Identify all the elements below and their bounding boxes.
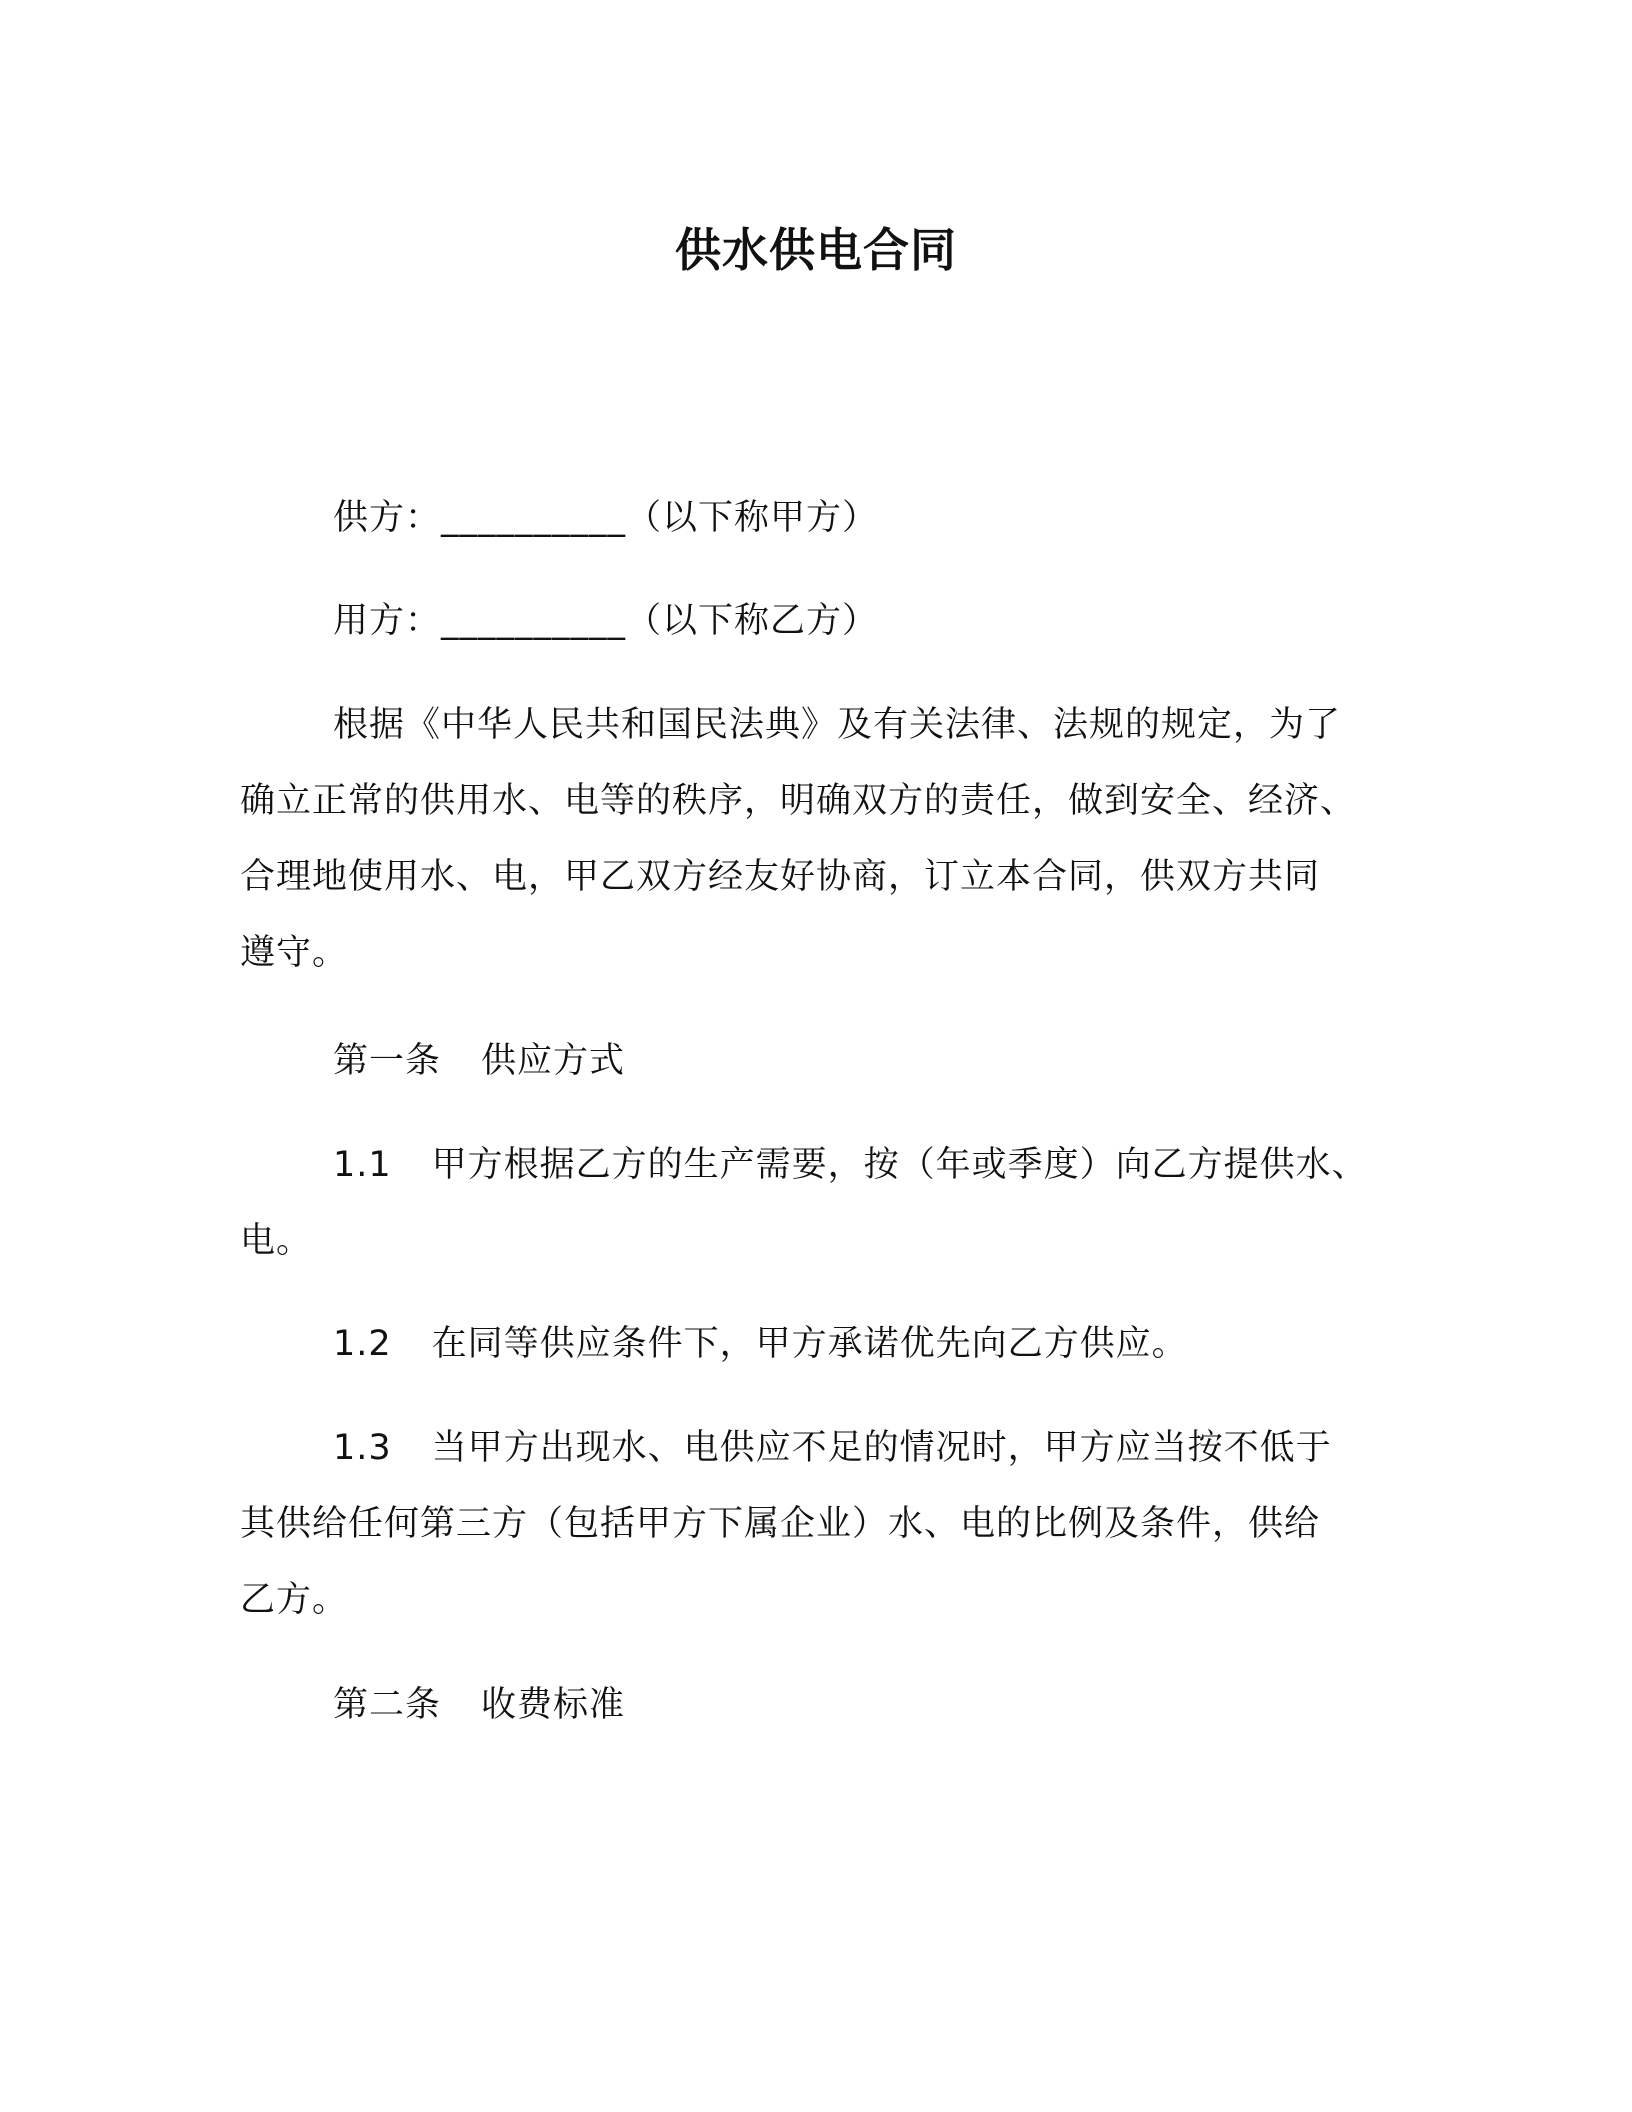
- supplier-line: 供方：__________（以下称甲方）: [333, 498, 879, 538]
- clause-1-3-text: 当甲方出现水、电供应不足的情况时，甲方应当按不低于: [431, 1428, 1332, 1468]
- document-title: 供水供电合同: [675, 223, 957, 277]
- user-line: 用方：__________（以下称乙方）: [333, 601, 879, 641]
- clause-1-3-number: 1.3: [333, 1428, 392, 1468]
- article-1-heading: [333, 1036, 625, 1086]
- clause-1-1-number: 1.1: [333, 1145, 392, 1185]
- clause-1-3-line-1: [333, 1423, 1332, 1473]
- clause-1-2-line-1: [333, 1319, 1188, 1369]
- article-2-heading: [333, 1680, 625, 1730]
- preamble-line-2: 确立正常的供用水、电等的秩序，明确双方的责任，做到安全、经济、: [240, 781, 1357, 821]
- preamble-line-3: 合理地使用水、电，甲乙双方经友好协商，订立本合同，供双方共同: [240, 857, 1321, 897]
- preamble-line-4: 遵守。: [240, 933, 349, 973]
- clause-1-1-line-2: 电。: [240, 1221, 313, 1261]
- article-2-title: 收费标准: [481, 1685, 626, 1725]
- clause-1-3-line-3: 乙方。: [240, 1580, 349, 1620]
- clause-1-2-number: 1.2: [333, 1324, 392, 1364]
- clause-1-2-text: 在同等供应条件下，甲方承诺优先向乙方供应。: [431, 1324, 1188, 1364]
- clause-1-1-text: 甲方根据乙方的生产需要，按（年或季度）向乙方提供水、: [431, 1145, 1368, 1185]
- clause-1-1-line-1: [333, 1140, 1368, 1190]
- article-1-number: 第一条: [333, 1041, 442, 1081]
- clause-1-3-line-2: 其供给任何第三方（包括甲方下属企业）水、电的比例及条件，供给: [240, 1504, 1321, 1544]
- article-2-number: 第二条: [333, 1685, 442, 1725]
- article-1-title: 供应方式: [481, 1041, 626, 1081]
- preamble-line-1: 根据《中华人民共和国民法典》及有关法律、法规的规定，为了: [333, 705, 1342, 745]
